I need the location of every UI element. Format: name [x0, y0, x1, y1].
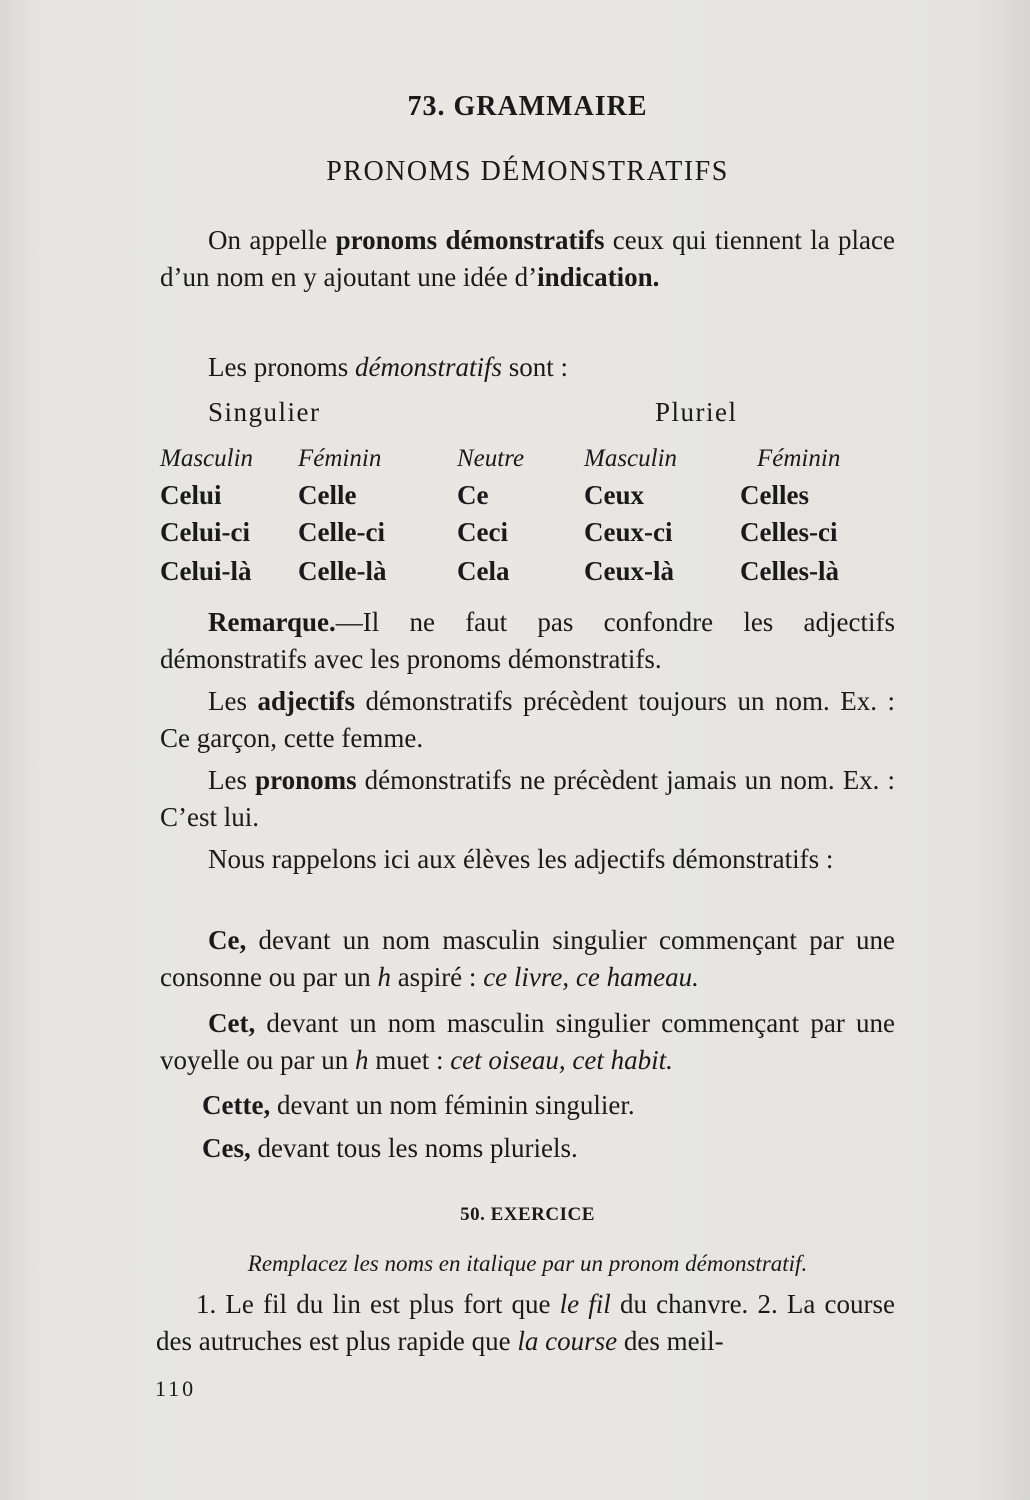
exercise-text-2: du chanvre. 2. La course des autruches est plus rapide que	[156, 1289, 895, 1356]
adj-cet-example: cet oiseau, cet habit.	[450, 1045, 673, 1075]
table-cell: Ceux-là	[584, 556, 674, 586]
adj-cette-paragraph	[202, 1087, 635, 1124]
list-intro-italic: démonstratifs	[354, 352, 502, 382]
adj-ce-h: h	[377, 962, 391, 992]
adj-ce-example: ce livre, ce hameau.	[483, 962, 699, 992]
lesson-title: GRAMMAIRE	[453, 91, 648, 122]
table-cell: Celle-là	[298, 556, 387, 586]
page-number: 110	[155, 1376, 197, 1401]
plural-label: Pluriel	[655, 397, 738, 427]
pronoms-paragraph	[160, 762, 895, 836]
pron-text: démonstratifs ne précèdent jamais un nom. Ex. : C’est lui.	[160, 765, 896, 832]
remarque-label: Remarque.	[208, 607, 336, 637]
intro-paragraph	[160, 222, 895, 296]
pron-start: Les	[208, 765, 256, 795]
table-cell: Ceci	[457, 517, 508, 547]
singular-label: Singulier	[208, 397, 321, 427]
table-cell: Cela	[457, 556, 510, 586]
pronouns-list-intro	[208, 349, 568, 386]
col-header-masc-sg: Masculin	[160, 445, 254, 472]
adj-cet-text2: muet :	[368, 1045, 451, 1075]
table-cell: Celles-là	[740, 556, 839, 586]
adj-cet-paragraph	[160, 1005, 895, 1079]
exercise-text-3: des meil-	[617, 1326, 724, 1356]
adj-cette-text: devant un nom féminin singulier.	[270, 1090, 635, 1120]
table-cell: Celle-ci	[298, 517, 385, 547]
col-header-fem-pl: Féminin	[757, 445, 841, 472]
adj-ces-text: devant tous les noms pluriels.	[250, 1133, 578, 1163]
adj-word-ce: Ce,	[208, 925, 247, 955]
table-cell: Celles	[740, 480, 809, 510]
adjectifs-paragraph	[160, 683, 895, 757]
pron-bold: pronoms	[255, 765, 357, 795]
table-cell: Celle	[298, 480, 357, 510]
col-header-masc-pl: Masculin	[584, 445, 678, 472]
adj-bold: adjectifs	[257, 686, 355, 716]
intro-bold-term: pronoms démonstratifs	[335, 225, 605, 255]
table-cell: Celles-ci	[740, 517, 838, 547]
table-cell: Celui-là	[160, 556, 252, 586]
exercise-italic-1: le fil	[559, 1289, 611, 1319]
intro-text: On appelle	[208, 225, 336, 255]
table-cell: Celui	[160, 480, 222, 510]
intro-text-rest: ceux qui tiennent la place d’un nom en y ajoutant une idée d’	[160, 225, 895, 292]
adj-ces-paragraph	[202, 1130, 578, 1167]
intro-bold-indication: indication.	[537, 262, 660, 292]
exercise-text-1: 1. Le fil du lin est plus fort que	[196, 1289, 560, 1319]
rappel-paragraph: Nous rappelons ici aux élèves les adjectifs démonstratifs :	[208, 844, 834, 874]
remarque-text: —Il ne faut pas confondre les adjectifs démonstratifs avec les pronoms démonstratifs.	[160, 607, 895, 674]
adj-ce-text: devant un nom masculin singulier commençant par une consonne ou par un	[160, 925, 895, 992]
adj-ce-text2: aspiré :	[390, 962, 484, 992]
adj-text: démonstratifs précèdent toujours un nom. Ex. : Ce garçon, cette femme.	[160, 686, 896, 753]
lesson-number: 73.	[407, 91, 446, 122]
table-cell: Ceux	[584, 480, 644, 510]
adj-word-cette: Cette,	[202, 1090, 271, 1120]
adj-start: Les	[208, 686, 258, 716]
adj-cet-text: devant un nom masculin singulier commençant par une voyelle ou par un	[160, 1008, 895, 1075]
list-intro-end: sont :	[502, 352, 569, 382]
col-header-neutre: Neutre	[457, 445, 525, 472]
exercise-instruction: Remplacez les noms en italique par un pronom démonstratif.	[247, 1251, 808, 1276]
exercise-italic-2: la course	[517, 1326, 618, 1356]
table-cell: Celui-ci	[160, 517, 250, 547]
table-cell: Ceux-ci	[584, 517, 673, 547]
remarque-paragraph	[160, 604, 895, 678]
adj-cet-h: h	[354, 1045, 369, 1075]
table-cell: Ce	[457, 480, 489, 510]
exercise-text	[156, 1286, 895, 1360]
exercise-title: 50. EXERCICE	[460, 1204, 595, 1225]
adj-word-ces: Ces,	[202, 1133, 251, 1163]
list-intro-start: Les pronoms	[208, 352, 355, 382]
lesson-subtitle: PRONOMS DÉMONSTRATIFS	[326, 156, 729, 187]
col-header-fem-sg: Féminin	[298, 445, 382, 472]
adj-ce-paragraph	[160, 922, 895, 996]
lesson-heading	[160, 88, 895, 125]
adj-word-cet: Cet,	[208, 1008, 256, 1038]
